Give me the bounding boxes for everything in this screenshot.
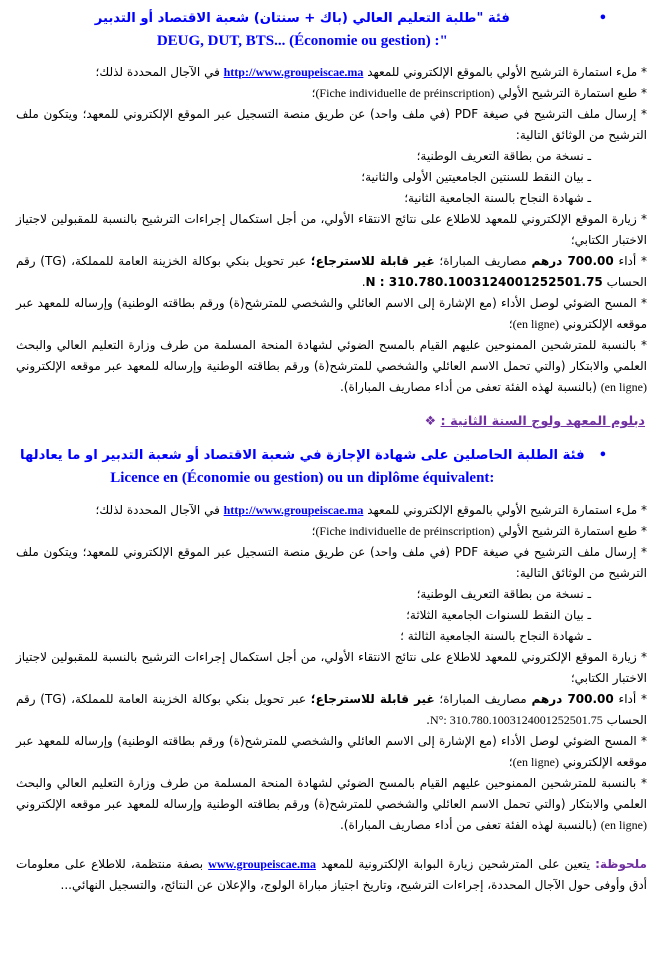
fiche-preinscription-label: (Fiche individuelle de préinscription) <box>315 86 495 101</box>
document-item-certificate: ـ شهادة النجاح بالسنة الجامعية الثالثة ؛ <box>400 628 591 643</box>
section1-title-arabic: فئة "طلبة التعليم العالي (باك + سنتان) شعبة الاقتصاد أو التدبير <box>94 11 510 26</box>
paragraph-text: * المسح الضوئي لوصل الأداء (مع الإشارة إلى الاسم العائلي والشخصي للمترشح(ة) ورقم بطاقته الوطنية) وإرساله للمعهد عبر موقعه الإلكتروني <box>16 296 647 332</box>
en-ligne-label: (en ligne) <box>600 817 647 832</box>
paragraph-text: عبر تحويل بنكي بوكالة الخزينة العامة للمملكة، (TG) رقم الحساب <box>16 691 647 727</box>
section1-header <box>16 8 647 52</box>
account-number: N : 310.780.1003124001252501.75 <box>365 275 603 290</box>
fiche-preinscription-label: (Fiche individuelle de préinscription) <box>315 523 495 538</box>
scholarship-paragraph <box>16 335 647 398</box>
note-paragraph <box>16 854 647 896</box>
send-file-paragraph: * إرسال ملف الترشيح في صيغة PDF (في ملف واحد) عن طريق منصة التسجيل عبر الموقع الإلكتروني للمعهد؛ ويتكون ملف الترشيح من الوثائق التالية: <box>16 544 647 580</box>
paragraph-text: * المسح الضوئي لوصل الأداء (مع الإشارة إلى الاسم العائلي والشخصي للمترشح(ة) ورقم بطاقته الوطنية) وإرساله للمعهد عبر موقعه الإلكتروني <box>16 733 647 769</box>
document-item-notes: ـ بيان النقط للسنتين الجامعيتين الأولى والثانية؛ <box>361 170 591 185</box>
paragraph-text: في الآجال المحددة لذلك؛ <box>95 502 224 517</box>
en-ligne-label: (en ligne) <box>600 380 647 395</box>
paragraph-text: يتعين على المترشحين زيارة البوابة الإلكترونية للمعهد <box>315 856 596 871</box>
section1-header-lines <box>16 8 589 52</box>
print-form-paragraph <box>16 83 647 104</box>
paragraph-text: * طبع استمارة الترشيح الأولي <box>494 523 647 538</box>
groupeiscae-link[interactable]: http://www.groupeiscae.ma <box>223 502 364 517</box>
second-year-heading-text: دبلوم المعهد ولوج السنة الثانية : <box>440 414 645 430</box>
fill-form-paragraph <box>16 500 647 521</box>
paragraph-text: ؛ <box>508 754 513 769</box>
account-number: N°: 310.780.1003124001252501.75 <box>429 712 603 727</box>
print-form-paragraph <box>16 521 647 542</box>
paragraph-text: ؛ <box>311 86 316 101</box>
en-ligne-label: (en ligne) <box>512 754 559 769</box>
document-item-cin: ـ نسخة من بطاقة التعريف الوطنية؛ <box>416 149 591 164</box>
paragraph-text: * بالنسبة للمترشحين الممنوحين عليهم القيام بالمسح الضوئي لشهادة المنحة المسلمة من طرف وزارة التعليم العالي والبحث العلمي والابتكار (والتي تحمل الاسم العائلي والشخصي للمترشح(ة) ورقم بطاقته الوطنية وإرساله للمعهد عبر موقعه الإلكتروني <box>16 338 647 374</box>
paragraph-text: * أداء <box>613 254 647 269</box>
paragraph-text: ؛ <box>311 523 316 538</box>
fee-amount: 700.00 درهم <box>531 254 614 269</box>
visit-results-paragraph: * زيارة الموقع الإلكتروني للمعهد للاطلاع على نتائج الانتقاء الأولي، من أجل استكمال إجراءات الترشيح بالنسبة للمقبولين لاجتياز الاختبار الكتابي؛ <box>16 649 647 685</box>
second-year-heading <box>16 414 645 429</box>
section2-header-lines <box>16 445 589 489</box>
non-refundable-text: غير قابلة للاسترجاع؛ <box>310 691 435 706</box>
document-item-notes: ـ بيان النقط للسنوات الجامعية الثلاثة؛ <box>406 607 591 622</box>
scholarship-paragraph <box>16 773 647 836</box>
paragraph-text: ؛ <box>508 317 513 332</box>
fee-paragraph <box>16 689 647 731</box>
scan-receipt-paragraph <box>16 293 647 335</box>
groupeiscae-link[interactable]: www.groupeiscae.ma <box>208 856 316 871</box>
bullet-icon: • <box>598 11 607 26</box>
paragraph-text: * ملء استمارة الترشيح الأولي بالموقع الإلكتروني للمعهد <box>363 502 647 517</box>
fill-form-paragraph <box>16 62 647 83</box>
paragraph-text: (بالنسبة لهذه الفئة تعفى من أداء مصاريف المباراة). <box>339 817 601 832</box>
visit-results-paragraph: * زيارة الموقع الإلكتروني للمعهد للاطلاع على نتائج الانتقاء الأولي، من أجل استكمال إجراءات الترشيح بالنسبة للمقبولين لاجتياز الاختبار الكتابي؛ <box>16 212 647 248</box>
scan-receipt-paragraph <box>16 731 647 773</box>
send-file-paragraph: * إرسال ملف الترشيح في صيغة PDF (في ملف واحد) عن طريق منصة التسجيل عبر الموقع الإلكتروني للمعهد؛ ويتكون ملف الترشيح من الوثائق التالية: <box>16 107 647 143</box>
non-refundable-text: غير قابلة للاسترجاع؛ <box>310 254 435 269</box>
fee-paragraph <box>16 251 647 293</box>
paragraph-text: . <box>361 275 366 290</box>
paragraph-text: مصاريف المباراة؛ <box>434 254 532 269</box>
paragraph-text: * طبع استمارة الترشيح الأولي <box>494 86 647 101</box>
paragraph-text: . <box>426 712 430 727</box>
document-item-cin: ـ نسخة من بطاقة التعريف الوطنية؛ <box>416 586 591 601</box>
note-label: ملحوظة: <box>595 856 647 871</box>
paragraph-text: مصاريف المباراة؛ <box>434 691 532 706</box>
section2-title-arabic: فئة الطلبة الحاصلين على شهادة الإجازة في شعبة الاقتصاد أو شعبة التدبير او ما يعادلها <box>20 448 585 464</box>
paragraph-text: * ملء استمارة الترشيح الأولي بالموقع الإلكتروني للمعهد <box>363 65 647 80</box>
en-ligne-label: (en ligne) <box>512 317 559 332</box>
paragraph-text: * بالنسبة للمترشحين الممنوحين عليهم القيام بالمسح الضوئي لشهادة المنحة المسلمة من طرف وزارة التعليم العالي والبحث العلمي والابتكار (والتي تحمل الاسم العائلي والشخصي للمترشح(ة) ورقم بطاقته الوطنية وإرساله للمعهد عبر موقعه الإلكتروني <box>16 775 647 811</box>
section1-title-french: DEUG, DUT, BTS... (Économie ou gestion) :" <box>156 32 448 49</box>
section2-header <box>16 445 647 489</box>
fee-amount: 700.00 درهم <box>531 691 614 706</box>
groupeiscae-link[interactable]: http://www.groupeiscae.ma <box>223 65 364 80</box>
paragraph-text: * أداء <box>613 691 647 706</box>
bullet-icon: • <box>598 448 607 464</box>
diamond-bullet-icon: ❖ <box>424 414 437 430</box>
paragraph-text: (بالنسبة لهذه الفئة تعفى من أداء مصاريف المباراة). <box>339 380 601 395</box>
paragraph-text: بصفة منتظمة، للاطلاع على معلومات أدق وأوفى حول الآجال المحددة، إجراءات الترشيح، وتاريخ اجتياز مباراة الولوج، والإعلان عن النتائج، والتسجيل النهائي... <box>16 856 647 892</box>
section2-title-french: Licence en (Économie ou gestion) ou un diplôme équivalent: <box>110 470 495 487</box>
paragraph-text: عبر تحويل بنكي بوكالة الخزينة العامة للمملكة، (TG) رقم الحساب <box>16 254 647 290</box>
document-item-certificate: ـ شهادة النجاح بالسنة الجامعية الثانية؛ <box>404 191 591 206</box>
paragraph-text: في الآجال المحددة لذلك؛ <box>95 65 224 80</box>
